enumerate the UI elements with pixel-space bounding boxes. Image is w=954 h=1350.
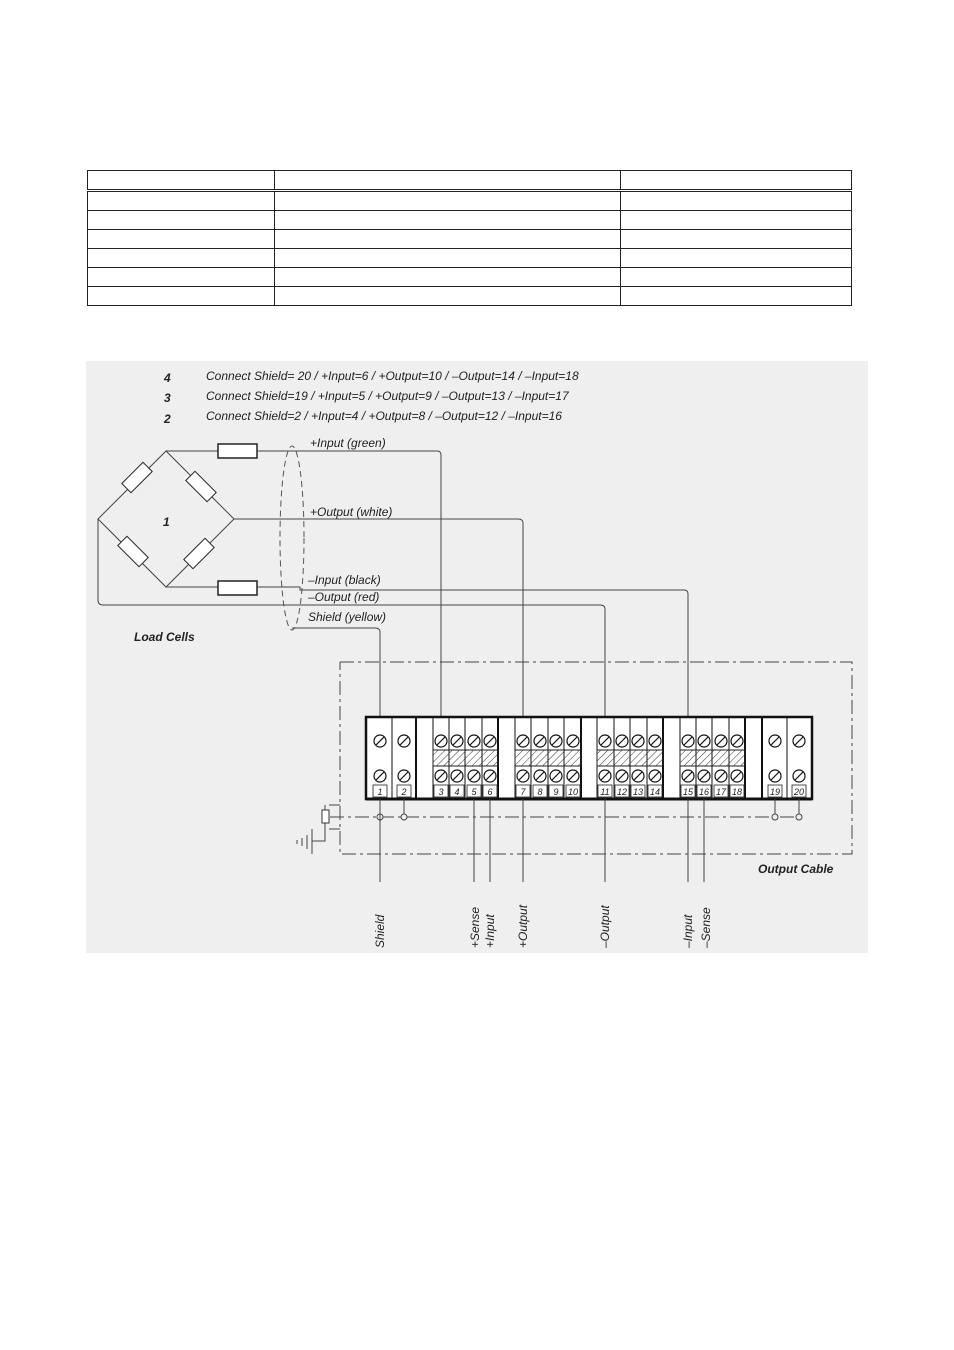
bridge-bar xyxy=(515,750,581,766)
terminal-screw-icon[interactable] xyxy=(715,735,727,747)
terminal-screw-icon[interactable] xyxy=(534,735,546,747)
connect-note-2: Connect Shield=2 / +Input=4 / +Output=8 / –Output=12 / –Input=16 xyxy=(206,409,562,423)
bottom-label-minus-output: –Output xyxy=(598,905,612,948)
table-cell xyxy=(275,211,621,230)
terminal-screw-icon[interactable] xyxy=(398,770,410,782)
terminal-screw-icon[interactable] xyxy=(451,770,463,782)
terminal-number: 3 xyxy=(438,787,444,797)
terminal-screw-icon[interactable] xyxy=(793,770,805,782)
terminal-number: 20 xyxy=(793,787,805,797)
terminal-screw-icon[interactable] xyxy=(374,735,386,747)
label-plus-input-green: +Input (green) xyxy=(310,436,386,450)
table-cell xyxy=(275,268,621,287)
terminal-number: 12 xyxy=(616,787,628,797)
bottom-label-plus-input: +Input xyxy=(483,914,497,948)
wiring-diagram xyxy=(86,361,868,953)
terminal-screw-icon[interactable] xyxy=(731,770,743,782)
terminal-screw-icon[interactable] xyxy=(682,735,694,747)
table-cell xyxy=(621,230,852,249)
terminal-screw-icon[interactable] xyxy=(468,770,480,782)
table-row xyxy=(88,268,852,287)
note-number-2: 2 xyxy=(164,412,171,426)
terminal-screw-icon[interactable] xyxy=(769,735,781,747)
bridge-bar xyxy=(597,750,663,766)
terminal-number: 11 xyxy=(600,787,610,797)
bottom-label-plus-sense: +Sense xyxy=(468,906,482,948)
terminal-screw-icon[interactable] xyxy=(435,735,447,747)
terminal-number: 2 xyxy=(401,787,407,797)
table-cell xyxy=(88,171,275,191)
table-cell xyxy=(621,268,852,287)
terminal-block xyxy=(366,717,812,799)
terminal-screw-icon[interactable] xyxy=(731,735,743,747)
table-cell xyxy=(621,249,852,268)
terminal-number: 6 xyxy=(487,787,493,797)
terminal-screw-icon[interactable] xyxy=(649,735,661,747)
terminal-number: 15 xyxy=(682,787,694,797)
terminal-number: 9 xyxy=(553,787,559,797)
bottom-label-minus-input: –Input xyxy=(681,914,695,948)
label-minus-input-black: –Input (black) xyxy=(308,573,381,587)
terminal-screw-icon[interactable] xyxy=(567,770,579,782)
bottom-label-plus-output: +Output xyxy=(516,904,530,948)
ground-symbol xyxy=(297,805,340,854)
cable-shield-ellipse xyxy=(280,446,304,630)
table-cell xyxy=(621,171,852,191)
connect-note-4: Connect Shield= 20 / +Input=6 / +Output=10 / –Output=14 / –Input=18 xyxy=(206,369,579,383)
table-cell xyxy=(621,287,852,306)
terminal-screw-icon[interactable] xyxy=(567,735,579,747)
table-cell xyxy=(88,211,275,230)
terminal-screw-icon[interactable] xyxy=(534,770,546,782)
note-number-3: 3 xyxy=(164,391,171,405)
terminal-number: 16 xyxy=(698,787,710,797)
terminal-number: 17 xyxy=(715,787,727,797)
terminal-number: 13 xyxy=(632,787,644,797)
terminal-screw-icon[interactable] xyxy=(616,735,628,747)
table-row xyxy=(88,249,852,268)
terminal-screw-icon[interactable] xyxy=(550,735,562,747)
terminal-screw-icon[interactable] xyxy=(632,770,644,782)
terminal-screw-icon[interactable] xyxy=(769,770,781,782)
bottom-label-shield: Shield xyxy=(373,914,387,948)
table-cell xyxy=(275,287,621,306)
terminal-screw-icon[interactable] xyxy=(682,770,694,782)
terminal-screw-icon[interactable] xyxy=(451,735,463,747)
table-cell xyxy=(275,230,621,249)
terminal-screw-icon[interactable] xyxy=(632,735,644,747)
terminal-screw-icon[interactable] xyxy=(435,770,447,782)
load-cell-bridge xyxy=(98,444,257,595)
terminal-number: 18 xyxy=(731,787,743,797)
table-cell xyxy=(621,211,852,230)
load-cells-label: Load Cells xyxy=(134,630,195,644)
terminal-number: 7 xyxy=(520,787,526,797)
connect-note-3: Connect Shield=19 / +Input=5 / +Output=9 / –Output=13 / –Input=17 xyxy=(206,389,569,403)
blank-data-table xyxy=(87,170,852,306)
terminal-screw-icon[interactable] xyxy=(715,770,727,782)
table-row xyxy=(88,211,852,230)
terminal-screw-icon[interactable] xyxy=(517,735,529,747)
table-cell xyxy=(621,191,852,211)
table-cell xyxy=(88,268,275,287)
table-cell xyxy=(88,191,275,211)
wire-plus-output xyxy=(234,519,523,736)
terminal-screw-icon[interactable] xyxy=(649,770,661,782)
terminal-screw-icon[interactable] xyxy=(698,735,710,747)
terminal-number: 10 xyxy=(567,787,579,797)
terminal-screw-icon[interactable] xyxy=(599,770,611,782)
terminal-screw-icon[interactable] xyxy=(468,735,480,747)
label-shield-yellow: Shield (yellow) xyxy=(308,610,387,624)
label-plus-output-white: +Output (white) xyxy=(310,505,393,519)
terminal-screw-icon[interactable] xyxy=(517,770,529,782)
bridge-bar xyxy=(433,750,498,766)
terminal-screw-icon[interactable] xyxy=(698,770,710,782)
table-cell xyxy=(88,249,275,268)
terminal-screw-icon[interactable] xyxy=(374,770,386,782)
table-cell xyxy=(88,287,275,306)
table-row xyxy=(88,230,852,249)
label-minus-output-red: –Output (red) xyxy=(308,590,380,604)
terminal-screw-icon[interactable] xyxy=(550,770,562,782)
terminal-screw-icon[interactable] xyxy=(484,770,496,782)
terminal-screw-icon[interactable] xyxy=(793,735,805,747)
terminal-screw-icon[interactable] xyxy=(398,735,410,747)
table-cell xyxy=(88,230,275,249)
bridge-bar xyxy=(680,750,745,766)
terminal-screw-icon[interactable] xyxy=(484,735,496,747)
terminal-number: 1 xyxy=(377,787,383,797)
note-number-4: 4 xyxy=(164,371,171,385)
table-cell xyxy=(275,171,621,191)
table-row xyxy=(88,287,852,306)
bottom-label-minus-sense: –Sense xyxy=(699,907,713,948)
terminal-number: 4 xyxy=(454,787,460,797)
terminal-number: 8 xyxy=(537,787,543,797)
bridge-label: 1 xyxy=(163,515,170,529)
terminal-screw-icon[interactable] xyxy=(599,735,611,747)
output-cable-label: Output Cable xyxy=(758,862,834,876)
terminal-number: 5 xyxy=(471,787,477,797)
table-cell xyxy=(275,191,621,211)
terminal-screw-icon[interactable] xyxy=(616,770,628,782)
table-cell xyxy=(275,249,621,268)
wiring-diagram-svg xyxy=(86,361,868,953)
terminal-number: 19 xyxy=(769,787,781,797)
table-row xyxy=(88,191,852,211)
terminal-number: 14 xyxy=(649,787,661,797)
table-header-row xyxy=(88,171,852,191)
